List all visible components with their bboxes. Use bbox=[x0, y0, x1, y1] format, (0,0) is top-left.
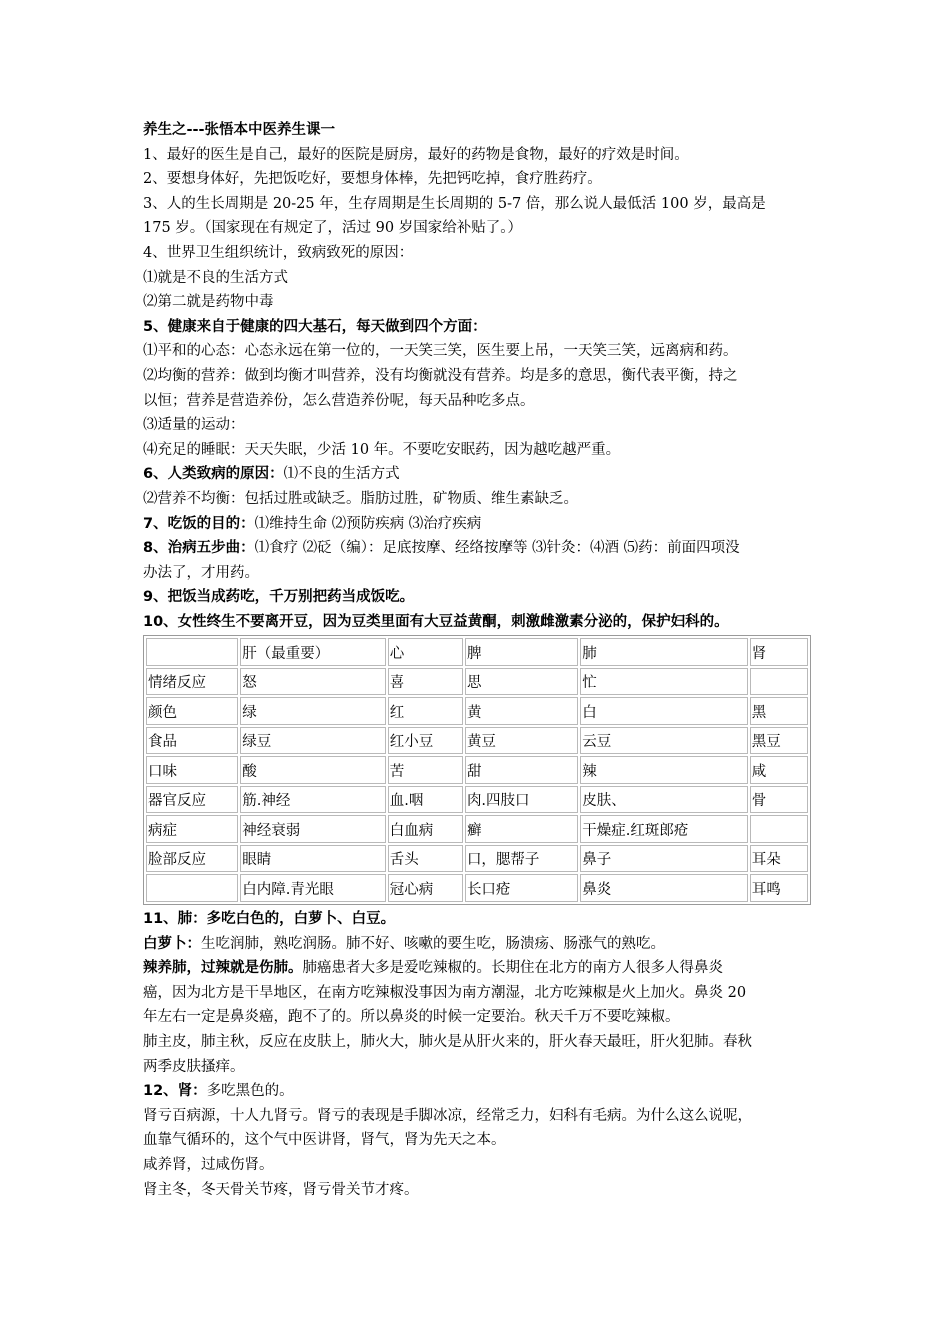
table-cell: 绿 bbox=[240, 697, 385, 725]
section-12-item-2: 咸养肾，过咸伤肾。 bbox=[143, 1156, 274, 1173]
table-cell: 癣 bbox=[465, 815, 578, 843]
paragraph-3-line-1: 3、人的生长周期是 20-25 年，生存周期是生长周期的 5-7 倍，那么说人最低活 100 岁，最高是 bbox=[143, 195, 766, 212]
table-cell: 黄豆 bbox=[465, 727, 578, 755]
section-5-item-2-line-2: 以恒；营养是营造养份，怎么营造养份呢，每天品种吃多点。 bbox=[143, 392, 535, 409]
paragraph-4: 4、世界卫生组织统计，致病致死的原因： bbox=[143, 244, 414, 261]
section-5-item-3: ⑶适量的运动： bbox=[143, 417, 245, 434]
section-10: 10、女性终生不要离开豆，因为豆类里面有大豆益黄酮，刺激雌激素分泌的，保护妇科的。 bbox=[143, 613, 729, 630]
table-row bbox=[146, 697, 808, 725]
document-page bbox=[143, 118, 811, 1202]
table-cell: 辣 bbox=[580, 756, 748, 784]
table-cell: 脾 bbox=[465, 638, 578, 666]
table-cell: 干燥症.红斑郎疮 bbox=[580, 815, 748, 843]
table-cell bbox=[146, 638, 238, 666]
table-cell: 思 bbox=[465, 668, 578, 696]
section-6-text: ⑴不良的生活方式 bbox=[283, 466, 400, 483]
table-row bbox=[146, 815, 808, 843]
section-11-item-3-line-2: 两季皮肤搔痒。 bbox=[143, 1058, 245, 1075]
paragraph-3-line-2: 175 岁。（国家现在有规定了，活过 90 岁国家给补贴了。） bbox=[143, 220, 522, 237]
table-cell: 红 bbox=[388, 697, 463, 725]
section-12-heading bbox=[143, 1079, 811, 1104]
table-cell: 口，腮帮子 bbox=[465, 845, 578, 873]
section-12-text: 多吃黑色的。 bbox=[206, 1083, 294, 1100]
table-cell: 黄 bbox=[465, 697, 578, 725]
table-header-row bbox=[146, 638, 808, 666]
table-cell: 咸 bbox=[750, 756, 808, 784]
section-6-heading bbox=[143, 462, 811, 487]
table-cell: 肾 bbox=[750, 638, 808, 666]
table-row bbox=[146, 727, 808, 755]
table-cell: 眼睛 bbox=[240, 845, 385, 873]
section-9: 9、把饭当成药吃，千万别把药当成饭吃。 bbox=[143, 589, 415, 606]
table-cell bbox=[750, 668, 808, 696]
table-row bbox=[146, 845, 808, 873]
section-8-line-1 bbox=[143, 536, 811, 561]
section-7 bbox=[143, 512, 811, 537]
section-5-item-2-line-1: ⑵均衡的营养：做到均衡才叫营养，没有均衡就没有营养。均是多的意思，衡代表平衡，持之 bbox=[143, 367, 738, 384]
paragraph-4-item-1: ⑴就是不良的生活方式 bbox=[143, 269, 288, 286]
table-cell: 肉.四肢口 bbox=[465, 786, 578, 814]
table-cell: 白内障.青光眼 bbox=[240, 874, 385, 902]
table-cell: 耳鸣 bbox=[750, 874, 808, 902]
section-5-heading: 5、健康来自于健康的四大基石，每天做到四个方面： bbox=[143, 318, 487, 335]
section-12-item-1-line-2: 血靠气循环的，这个气中医讲肾，肾气，肾为先天之本。 bbox=[143, 1132, 506, 1149]
section-6-item-2: ⑵营养不均衡：包括过胜或缺乏。脂肪过胜，矿物质、维生素缺乏。 bbox=[143, 490, 578, 507]
table-cell: 长口疮 bbox=[465, 874, 578, 902]
paragraph-4-item-2: ⑵第二就是药物中毒 bbox=[143, 294, 274, 311]
section-11-item-2-line-3: 年左右一定是鼻炎癌，跑不了的。所以鼻炎的时候一定要治。秋天千万不要吃辣椒。 bbox=[143, 1009, 680, 1026]
section-11-item-2-text: 肺癌患者大多是爱吃辣椒的。长期住在北方的南方人很多人得鼻炎 bbox=[302, 960, 723, 977]
table-cell: 冠心病 bbox=[388, 874, 463, 902]
section-7-text: ⑴维持生命 ⑵预防疾病 ⑶治疗疾病 bbox=[254, 515, 482, 532]
table-cell: 红小豆 bbox=[388, 727, 463, 755]
table-cell: 绿豆 bbox=[240, 727, 385, 755]
section-11-item-2-line-1 bbox=[143, 956, 811, 981]
paragraph-2: 2、要想身体好，先把饭吃好，要想身体棒，先把钙吃掉，食疗胜药疗。 bbox=[143, 171, 602, 188]
section-6-label: 6、人类致病的原因： bbox=[143, 466, 284, 483]
table-cell: 肝（最重要） bbox=[240, 638, 385, 666]
table-cell: 忙 bbox=[580, 668, 748, 696]
section-7-label: 7、吃饭的目的： bbox=[143, 515, 255, 532]
table-row bbox=[146, 668, 808, 696]
table-cell: 白 bbox=[580, 697, 748, 725]
table-cell: 酸 bbox=[240, 756, 385, 784]
table-cell: 喜 bbox=[388, 668, 463, 696]
table-cell: 颜色 bbox=[146, 697, 238, 725]
table-cell: 筋.神经 bbox=[240, 786, 385, 814]
table-cell: 白血病 bbox=[388, 815, 463, 843]
section-11-item-1-label: 白萝卜： bbox=[143, 935, 201, 952]
table-cell: 脸部反应 bbox=[146, 845, 238, 873]
section-8-text: ⑴食疗 ⑵砭（编）：足底按摩、经络按摩等 ⑶针灸：⑷酒 ⑸药：前面四项没 bbox=[254, 540, 740, 557]
table-cell: 皮肤、 bbox=[580, 786, 748, 814]
table-cell: 鼻子 bbox=[580, 845, 748, 873]
table-cell: 苦 bbox=[388, 756, 463, 784]
section-11-item-3-line-1: 肺主皮，肺主秋，反应在皮肤上，肺火大，肺火是从肝火来的，肝火春天最旺，肝火犯肺。春秋 bbox=[143, 1033, 752, 1050]
table-cell: 云豆 bbox=[580, 727, 748, 755]
table-cell: 血.咽 bbox=[388, 786, 463, 814]
table-cell: 病症 bbox=[146, 815, 238, 843]
paragraph-1: 1、最好的医生是自己，最好的医院是厨房，最好的药物是食物，最好的疗效是时间。 bbox=[143, 146, 689, 163]
section-11-item-1-text: 生吃润肺，熟吃润肠。肺不好、咳嗽的要生吃，肠溃疡、肠涨气的熟吃。 bbox=[201, 935, 665, 952]
section-11-item-2-label: 辣养肺，过辣就是伤肺。 bbox=[143, 960, 303, 977]
table-cell: 鼻炎 bbox=[580, 874, 748, 902]
table-cell: 心 bbox=[388, 638, 463, 666]
table-cell: 食品 bbox=[146, 727, 238, 755]
section-12-label: 12、肾： bbox=[143, 1083, 207, 1100]
section-12-item-3: 肾主冬，冬天骨关节疼，肾亏骨关节才疼。 bbox=[143, 1181, 419, 1198]
section-8-label: 8、治病五步曲： bbox=[143, 540, 255, 557]
section-12-item-1-line-1: 肾亏百病源，十人九肾亏。肾亏的表现是手脚冰凉，经常乏力，妇科有毛病。为什么这么说呢， bbox=[143, 1107, 752, 1124]
section-11-item-1 bbox=[143, 932, 811, 957]
table-cell bbox=[750, 815, 808, 843]
table-row bbox=[146, 786, 808, 814]
table-cell: 骨 bbox=[750, 786, 808, 814]
table-cell: 甜 bbox=[465, 756, 578, 784]
table-cell: 耳朵 bbox=[750, 845, 808, 873]
table-cell: 神经衰弱 bbox=[240, 815, 385, 843]
table-cell: 黑豆 bbox=[750, 727, 808, 755]
table-cell: 怒 bbox=[240, 668, 385, 696]
table-cell: 黑 bbox=[750, 697, 808, 725]
five-organs-table bbox=[143, 635, 811, 905]
table-row bbox=[146, 756, 808, 784]
table-cell: 口味 bbox=[146, 756, 238, 784]
table-row bbox=[146, 874, 808, 902]
table-cell bbox=[146, 874, 238, 902]
table-cell: 器官反应 bbox=[146, 786, 238, 814]
table-cell: 舌头 bbox=[388, 845, 463, 873]
table-cell: 情绪反应 bbox=[146, 668, 238, 696]
doc-title: 养生之---张悟本中医养生课一 bbox=[143, 122, 336, 138]
section-8-line-2: 办法了，才用药。 bbox=[143, 564, 259, 581]
section-5-item-4: ⑷充足的睡眠：天天失眠，少活 10 年。不要吃安眠药，因为越吃越严重。 bbox=[143, 441, 621, 458]
section-11-item-2-line-2: 癌，因为北方是干旱地区，在南方吃辣椒没事因为南方潮湿，北方吃辣椒是火上加火。鼻炎 20 bbox=[143, 984, 747, 1001]
section-5-item-1: ⑴平和的心态：心态永远在第一位的，一天笑三笑，医生要上吊，一天笑三笑，远离病和药。 bbox=[143, 343, 738, 360]
section-11-heading: 11、肺：多吃白色的，白萝卜、白豆。 bbox=[143, 910, 396, 927]
table-cell: 肺 bbox=[580, 638, 748, 666]
